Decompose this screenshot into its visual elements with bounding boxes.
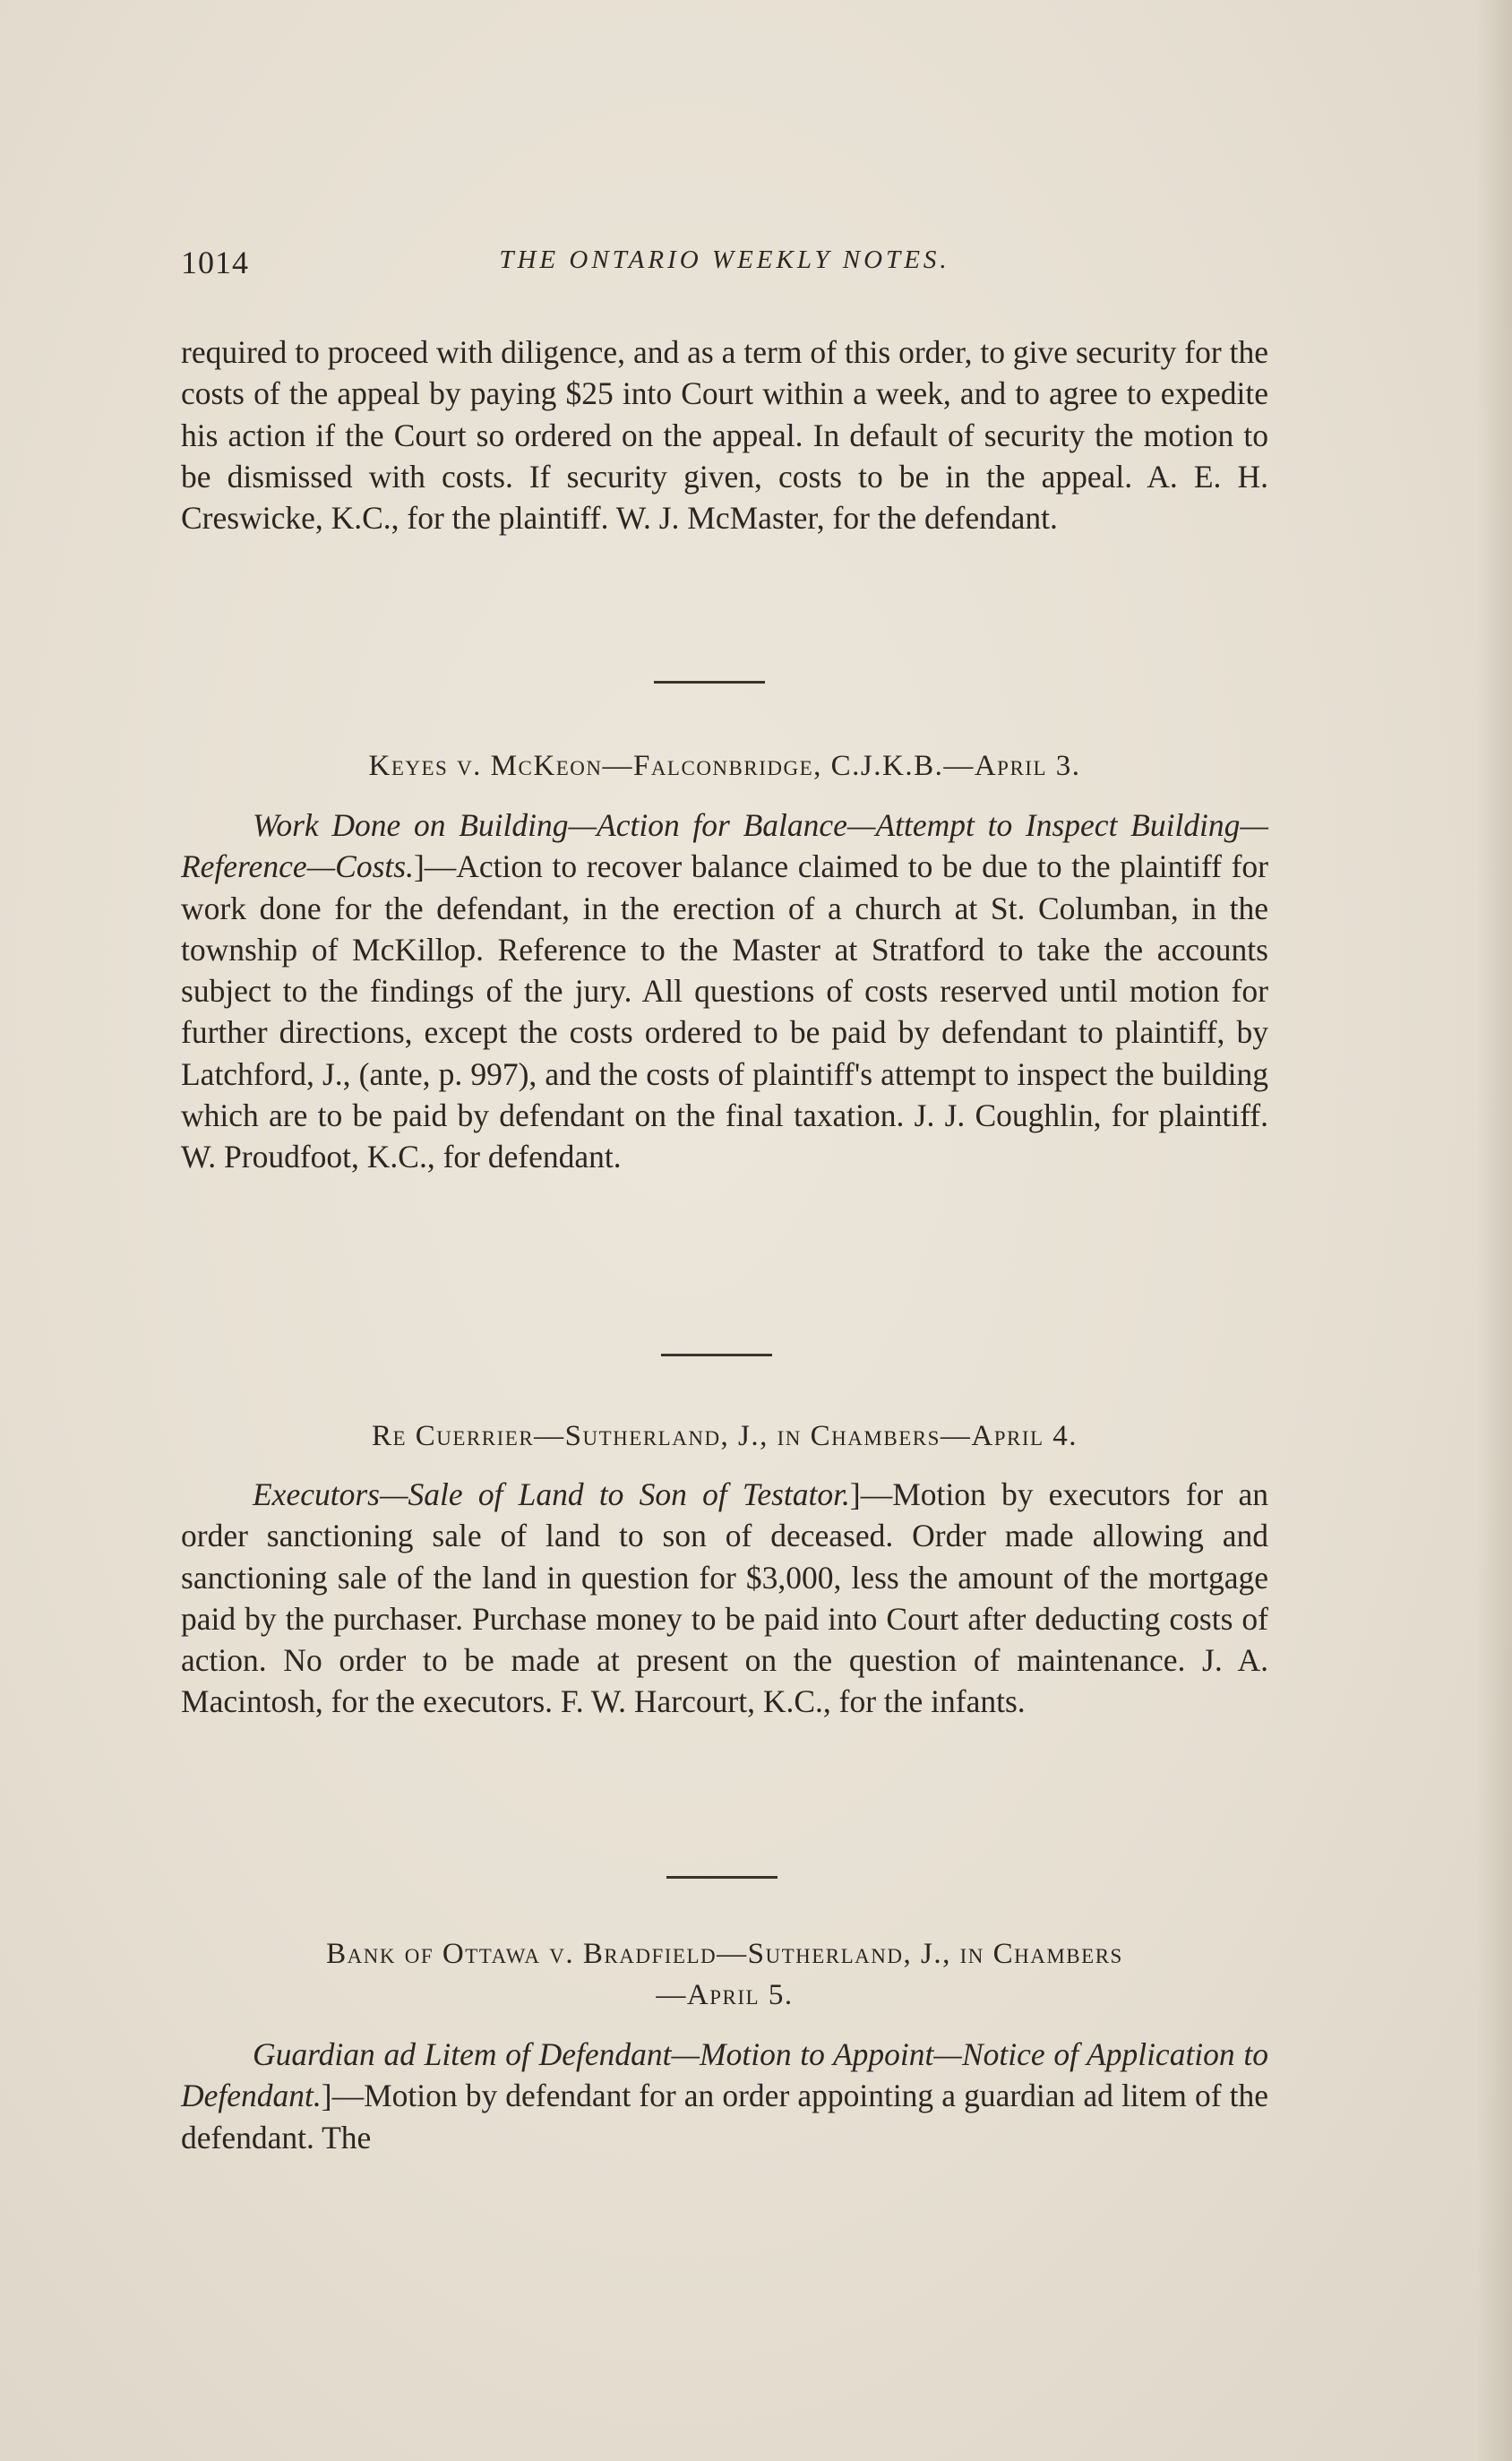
body-text-cuerrier: ]—Motion by executors for an order sanctioning sale of land to son of deceased. Order made allowing and sanctioning sale of the land in question for $3,000, less the amount of the mortgage paid by the purchaser. Purchase money to be paid into Court after deducting costs of action. No order to be made at present on the question of maintenance. J. A. Macintosh, for the executors. F. W. Harcourt, K.C., for the infants. — [181, 1476, 1268, 1720]
running-title: THE ONTARIO WEEKLY NOTES. — [499, 245, 950, 274]
case-body-bradfield — [181, 2034, 1268, 2158]
case-body-keyes — [181, 805, 1268, 1178]
case-heading-bradfield-line2: —April 5. — [656, 1979, 794, 2011]
section-divider — [661, 1354, 772, 1356]
case-heading-bradfield — [181, 1933, 1268, 2016]
running-header — [181, 244, 1268, 288]
catchwords-keyes: Work Done on Building—Action for Balance—Attempt to Inspect Building—Reference—Costs. — [181, 807, 1268, 885]
page-number: 1014 — [181, 245, 249, 280]
case-heading-bradfield-line1: Bank of Ottawa v. Bradfield—Sutherland, J., in Chambers — [326, 1938, 1123, 1970]
body-text-keyes: ]—Action to recover balance claimed to be due to the plaintiff for work done for the defendant, in the erection of a church at St. Columban, in the township of McKillop. Reference to the Master at Stratford to take the accounts subject to the findings of the jury. All questions of costs reserved until motion for further directions, except the costs ordered to be paid by defendant to plaintiff, by Latchford, J., (ante, p. 997), and the costs of plaintiff's attempt to inspect the building which are to be paid by defendant on the final taxation. J. J. Coughlin, for plaintiff. W. Proudfoot, K.C., for defendant. — [181, 848, 1268, 1175]
catchwords-bradfield: Guardian ad Litem of Defendant—Motion to Appoint—Notice of Application to Defendant. — [181, 2036, 1268, 2114]
continuation-paragraph — [181, 331, 1268, 538]
case-body-cuerrier — [181, 1474, 1268, 1723]
section-divider — [666, 1876, 777, 1879]
body-text-bradfield: ]—Motion by defendant for an order appointing a guardian ad litem of the defendant. The — [181, 2078, 1268, 2156]
catchwords-cuerrier: Executors—Sale of Land to Son of Testator. — [253, 1476, 850, 1512]
section-divider — [654, 681, 765, 684]
case-heading-cuerrier: Re Cuerrier—Sutherland, J., in Chambers—April 4. — [371, 1420, 1078, 1452]
continuation-text: required to proceed with diligence, and as a term of this order, to give security for the costs of the appeal by paying $25 into Court within a week, and to agree to expedite his action if the Court so ordered on the appeal. In default of security the motion to be dismissed with costs. If security given, costs to be in the appeal. A. E. H. Creswicke, K.C., for the plaintiff. W. J. McMaster, for the defendant. — [181, 334, 1268, 537]
case-heading-keyes: Keyes v. McKeon—Falconbridge, C.J.K.B.—April 3. — [368, 750, 1081, 782]
